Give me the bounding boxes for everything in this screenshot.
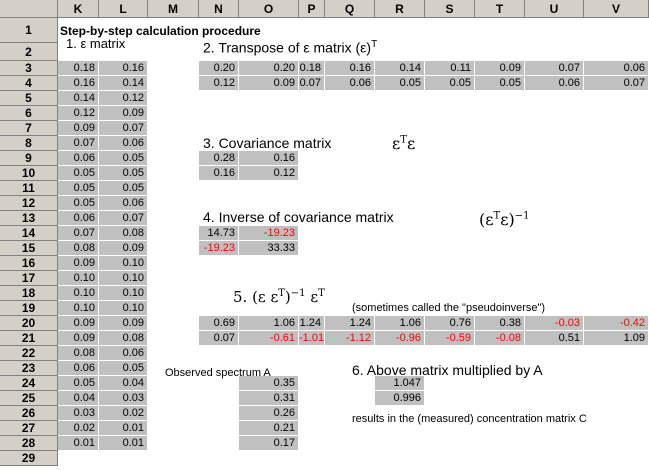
row-header-18[interactable]: 18	[0, 286, 58, 301]
transpose-cell[interactable]: 0.06	[584, 61, 649, 76]
eps-cell[interactable]: 0.14	[99, 76, 148, 91]
observed-spectrum-cell[interactable]: 0.17	[239, 436, 299, 451]
eps-cell[interactable]: 0.07	[99, 211, 148, 226]
eps-cell[interactable]: 0.10	[99, 301, 148, 316]
row-header-14[interactable]: 14	[0, 226, 58, 241]
eps-cell[interactable]: 0.03	[99, 391, 148, 406]
observed-spectrum-cell[interactable]: 0.35	[239, 376, 299, 391]
pseudoinverse-cell[interactable]: 0.07	[199, 331, 239, 346]
row-header-26[interactable]: 26	[0, 406, 58, 421]
transpose-cell[interactable]: 0.09	[239, 76, 299, 91]
eps-cell[interactable]: 0.09	[99, 241, 148, 256]
eps-cell[interactable]: 0.16	[99, 61, 148, 76]
covariance-cell[interactable]: 0.28	[199, 151, 239, 166]
eps-cell[interactable]: 0.07	[99, 121, 148, 136]
eps-cell[interactable]: 0.09	[99, 316, 148, 331]
row-header-4[interactable]: 4	[0, 76, 58, 91]
eps-cell[interactable]: 0.06	[99, 136, 148, 151]
eps-cell[interactable]: 0.09	[58, 316, 99, 331]
transpose-cell[interactable]: 0.07	[525, 61, 584, 76]
eps-cell[interactable]: 0.16	[58, 76, 99, 91]
pseudoinverse-cell[interactable]: 0.69	[199, 316, 239, 331]
transpose-cell[interactable]: 0.20	[199, 61, 239, 76]
eps-cell[interactable]: 0.08	[58, 241, 99, 256]
row-header-15[interactable]: 15	[0, 241, 58, 256]
select-all-corner[interactable]	[0, 0, 58, 18]
column-header-q[interactable]: Q	[325, 0, 375, 18]
eps-cell[interactable]: 0.10	[58, 271, 99, 286]
observed-spectrum-cell[interactable]: 0.26	[239, 406, 299, 421]
pseudoinverse-cell[interactable]: 1.24	[299, 316, 325, 331]
eps-cell[interactable]: 0.10	[99, 256, 148, 271]
eps-cell[interactable]: 0.01	[99, 436, 148, 451]
eps-cell[interactable]: 0.08	[58, 346, 99, 361]
eps-cell[interactable]: 0.05	[58, 166, 99, 181]
eps-cell[interactable]: 0.12	[99, 91, 148, 106]
column-header-m[interactable]: M	[148, 0, 199, 18]
concentration-cell[interactable]: 1.047	[375, 376, 425, 391]
row-header-22[interactable]: 22	[0, 346, 58, 361]
section-3-label: 3. Covariance matrix	[203, 135, 332, 151]
row-header-27[interactable]: 27	[0, 421, 58, 436]
row-header-16[interactable]: 16	[0, 256, 58, 271]
transpose-cell[interactable]: 0.07	[299, 76, 325, 91]
eps-cell[interactable]: 0.06	[58, 151, 99, 166]
row-header-13[interactable]: 13	[0, 211, 58, 226]
row-header-17[interactable]: 17	[0, 271, 58, 286]
row-header-19[interactable]: 19	[0, 301, 58, 316]
inverse-cell[interactable]: -19.23	[199, 241, 239, 256]
pseudoinverse-note: (sometimes called the "pseudoinverse")	[352, 302, 546, 314]
row-header-3[interactable]: 3	[0, 61, 58, 76]
pseudoinverse-cell[interactable]: -0.61	[239, 331, 299, 346]
column-header-u[interactable]: U	[525, 0, 584, 18]
eps-cell[interactable]: 0.10	[99, 286, 148, 301]
row-header-24[interactable]: 24	[0, 376, 58, 391]
pseudoinverse-cell[interactable]: -0.59	[425, 331, 475, 346]
row-header-7[interactable]: 7	[0, 121, 58, 136]
pseudoinverse-cell[interactable]: 0.51	[525, 331, 584, 346]
row-header-21[interactable]: 21	[0, 331, 58, 346]
observed-spectrum-label: Observed spectrum A	[165, 367, 271, 379]
transpose-cell[interactable]: 0.05	[475, 76, 525, 91]
eps-cell[interactable]: 0.08	[99, 226, 148, 241]
transpose-cell[interactable]: 0.11	[425, 61, 475, 76]
transpose-cell[interactable]: 0.06	[325, 76, 375, 91]
row-header-23[interactable]: 23	[0, 361, 58, 376]
inverse-formula: $(\varepsilon^T\varepsilon)^{-1}$	[479, 210, 530, 229]
pseudoinverse-cell[interactable]: 0.76	[425, 316, 475, 331]
eps-cell[interactable]: 0.09	[99, 106, 148, 121]
section-6-label: 6. Above matrix multiplied by A	[352, 362, 543, 378]
row-header-9[interactable]: 9	[0, 151, 58, 166]
section-2-label: 2. Transpose of ε matrix $(\varepsilon)^T$	[203, 39, 378, 56]
eps-cell[interactable]: 0.01	[99, 421, 148, 436]
eps-cell[interactable]: 0.05	[99, 151, 148, 166]
row-header-28[interactable]: 28	[0, 436, 58, 451]
row-header-12[interactable]: 12	[0, 196, 58, 211]
eps-cell[interactable]: 0.10	[99, 271, 148, 286]
pseudoinverse-cell[interactable]: 1.06	[375, 316, 425, 331]
column-header-r[interactable]: R	[375, 0, 425, 18]
observed-spectrum-cell[interactable]: 0.21	[239, 421, 299, 436]
row-header-29[interactable]: 29	[0, 451, 58, 466]
eps-cell[interactable]: 0.14	[58, 91, 99, 106]
row-header-11[interactable]: 11	[0, 181, 58, 196]
observed-spectrum-cell[interactable]: 0.31	[239, 391, 299, 406]
section-1-label: 1. ε matrix	[66, 36, 126, 51]
row-header-20[interactable]: 20	[0, 316, 58, 331]
covariance-cell[interactable]: 0.16	[199, 166, 239, 181]
pseudoinverse-cell[interactable]: -1.12	[325, 331, 375, 346]
transpose-cell[interactable]: 0.18	[299, 61, 325, 76]
pseudoinverse-cell[interactable]: -0.42	[584, 316, 649, 331]
column-header-l[interactable]: L	[99, 0, 148, 18]
pseudoinverse-cell[interactable]: -0.08	[475, 331, 525, 346]
eps-cell[interactable]: 0.10	[58, 301, 99, 316]
eps-cell[interactable]: 0.10	[58, 286, 99, 301]
eps-cell[interactable]: 0.08	[99, 331, 148, 346]
column-header-s[interactable]: S	[425, 0, 475, 18]
column-header-n[interactable]: N	[199, 0, 239, 18]
inverse-cell[interactable]: 33.33	[239, 241, 299, 256]
column-header-t[interactable]: T	[475, 0, 525, 18]
eps-cell[interactable]: 0.05	[58, 181, 99, 196]
eps-cell[interactable]: 0.05	[99, 166, 148, 181]
eps-cell[interactable]: 0.05	[58, 376, 99, 391]
row-header-5[interactable]: 5	[0, 91, 58, 106]
concentration-cell[interactable]: 0.996	[375, 391, 425, 406]
eps-cell[interactable]: 0.05	[58, 196, 99, 211]
eps-cell[interactable]: 0.01	[58, 436, 99, 451]
pseudoinverse-cell[interactable]: 1.06	[239, 316, 299, 331]
transpose-cell[interactable]: 0.07	[584, 76, 649, 91]
eps-cell[interactable]: 0.06	[58, 211, 99, 226]
row-header-8[interactable]: 8	[0, 136, 58, 151]
inverse-cell[interactable]: 14.73	[199, 226, 239, 241]
covariance-formula: $\varepsilon^T\varepsilon$	[392, 134, 416, 153]
row-header-1[interactable]: 1	[0, 18, 58, 43]
eps-cell[interactable]: 0.04	[99, 376, 148, 391]
row-header-25[interactable]: 25	[0, 391, 58, 406]
column-header-v[interactable]: V	[584, 0, 649, 18]
eps-cell[interactable]: 0.09	[58, 121, 99, 136]
eps-cell[interactable]: 0.07	[58, 136, 99, 151]
covariance-cell[interactable]: 0.16	[239, 151, 299, 166]
transpose-cell[interactable]: 0.14	[375, 61, 425, 76]
transpose-cell[interactable]: 0.06	[525, 76, 584, 91]
row-header-10[interactable]: 10	[0, 166, 58, 181]
transpose-cell[interactable]: 0.12	[199, 76, 239, 91]
eps-cell[interactable]: 0.05	[99, 181, 148, 196]
column-header-o[interactable]: O	[239, 0, 299, 18]
pseudoinverse-cell[interactable]: -1.01	[299, 332, 325, 344]
pseudoinverse-cell[interactable]: 1.09	[584, 331, 649, 346]
covariance-cell[interactable]: 0.12	[239, 166, 299, 181]
transpose-cell[interactable]: 0.20	[239, 61, 299, 76]
pseudoinverse-cell[interactable]: 0.38	[475, 316, 525, 331]
transpose-cell[interactable]: 0.09	[475, 61, 525, 76]
eps-cell[interactable]: 0.02	[58, 421, 99, 436]
eps-cell[interactable]: 0.06	[99, 346, 148, 361]
sheet-title: Step-by-step calculation procedure	[60, 24, 261, 38]
eps-cell[interactable]: 0.12	[58, 106, 99, 121]
pseudoinverse-cell[interactable]: -0.96	[375, 331, 425, 346]
eps-cell[interactable]: 0.04	[58, 391, 99, 406]
eps-cell[interactable]: 0.07	[58, 226, 99, 241]
eps-cell[interactable]: 0.06	[99, 196, 148, 211]
pseudoinverse-cell[interactable]: 1.24	[325, 316, 375, 331]
pseudoinverse-formula: 5. (ε $\varepsilon^T)^{-1}$ $\varepsilon^T$	[233, 288, 325, 306]
column-header-p[interactable]: P	[299, 0, 325, 18]
pseudoinverse-cell[interactable]: -0.03	[525, 316, 584, 331]
transpose-cell[interactable]: 0.05	[375, 76, 425, 91]
inverse-cell[interactable]: -19.23	[239, 226, 299, 241]
row-header-2[interactable]: 2	[0, 43, 58, 61]
column-header-k[interactable]: K	[58, 0, 99, 18]
transpose-cell[interactable]: 0.16	[325, 61, 375, 76]
eps-cell[interactable]: 0.09	[58, 256, 99, 271]
eps-cell[interactable]: 0.18	[58, 61, 99, 76]
eps-cell[interactable]: 0.06	[58, 361, 99, 376]
eps-cell[interactable]: 0.09	[58, 331, 99, 346]
concentration-note: results in the (measured) concentration matrix C	[352, 413, 587, 425]
eps-cell[interactable]: 0.05	[99, 361, 148, 376]
section-4-label: 4. Inverse of covariance matrix	[203, 209, 394, 225]
row-header-6[interactable]: 6	[0, 106, 58, 121]
eps-cell[interactable]: 0.03	[58, 406, 99, 421]
transpose-cell[interactable]: 0.05	[425, 76, 475, 91]
eps-cell[interactable]: 0.02	[99, 406, 148, 421]
